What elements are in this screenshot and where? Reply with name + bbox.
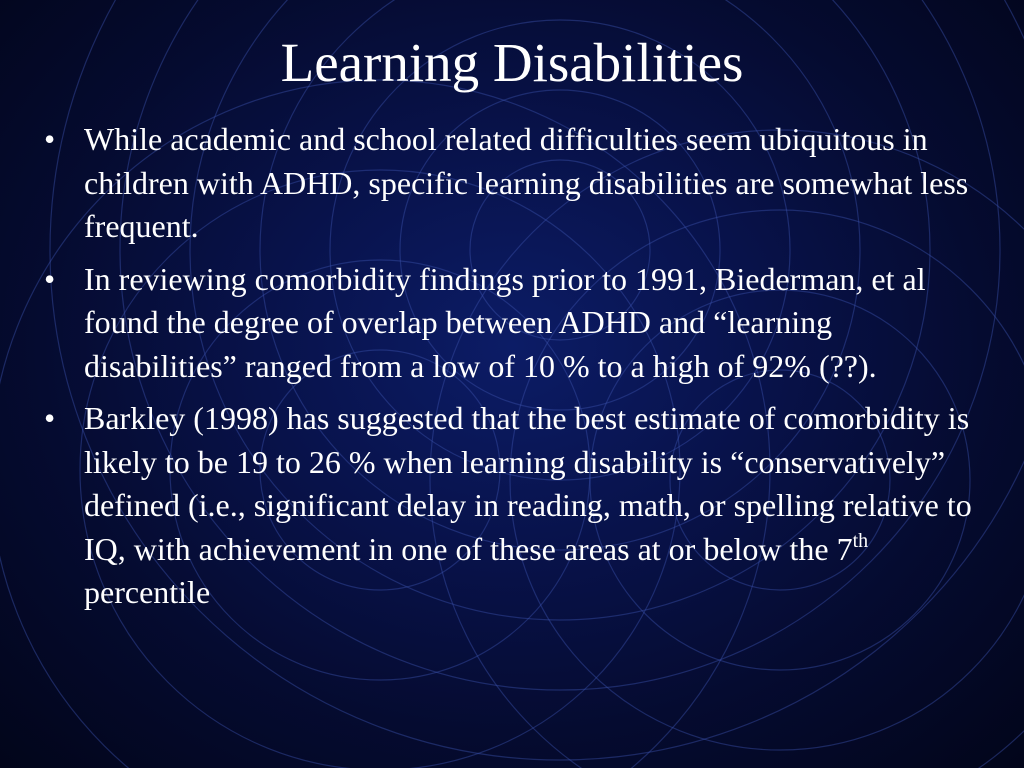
bullet-list: [44, 118, 984, 624]
bullet-text: In reviewing comorbidity findings prior to 1991, Biederman, et al found the degree of overlap between ADHD and “learning disabilities” ranged from a low of 10 % to a high of 92% (??).: [84, 260, 926, 384]
bullet-item: [44, 258, 984, 389]
superscript-ordinal: th: [852, 529, 869, 552]
bullet-text: While academic and school related difficulties seem ubiquitous in children with ADHD, specific learning disabilities are somewhat less frequent.: [84, 121, 969, 244]
slide-title: Learning Disabilities: [280, 32, 744, 93]
bullet-marker: •: [44, 260, 56, 297]
bullet-item: [44, 118, 984, 249]
bullet-text: Barkley (1998) has suggested that the best estimate of comorbidity is likely to be 19 to 26 % when learning disability is “conservatively” defined (i.e., significant delay in reading, math, or spelling relative to IQ, with achievement in one of these areas at or below the 7: [84, 400, 972, 567]
bullet-marker: •: [44, 121, 56, 157]
bullet-marker: •: [44, 400, 56, 436]
bullet-item: [44, 397, 984, 615]
bullet-text-continued: percentile: [84, 574, 211, 610]
